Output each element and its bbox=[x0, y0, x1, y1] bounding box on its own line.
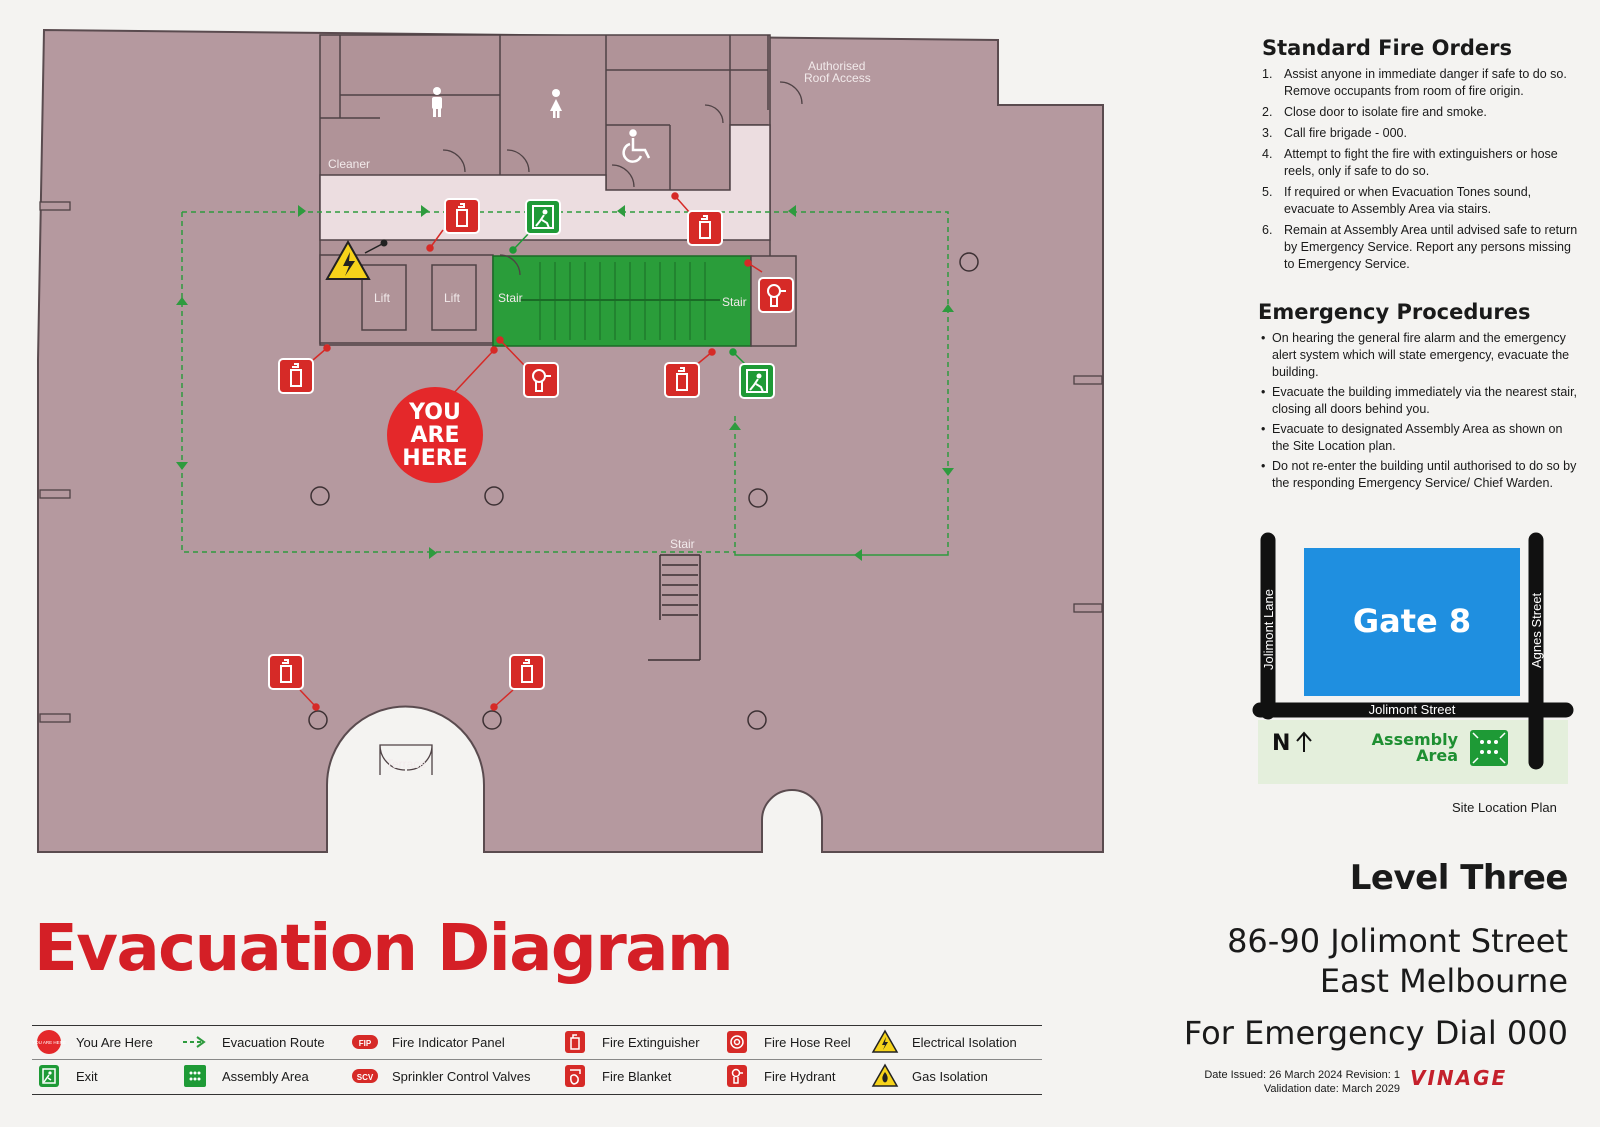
level-title: Level Three bbox=[1349, 858, 1568, 898]
list-item bbox=[1262, 66, 1582, 100]
address-line-1: 86-90 Jolimont Street bbox=[1227, 922, 1568, 960]
svg-text:SCV: SCV bbox=[356, 1073, 374, 1082]
legend-evacuation-route bbox=[182, 1026, 325, 1058]
gate-label: Gate 8 bbox=[1352, 602, 1472, 640]
item-text: Attempt to fight the fire with extinguishers or hose reels, only if safe to do so. bbox=[1284, 147, 1558, 178]
assembly-label-2: Area bbox=[1416, 746, 1458, 765]
assembly-area-icon bbox=[1470, 730, 1508, 766]
brand-logo: VINAGE bbox=[1410, 1066, 1508, 1090]
legend-exit bbox=[36, 1060, 98, 1092]
emergency-procedures bbox=[1258, 300, 1578, 495]
legend-label: Sprinkler Control Valves bbox=[392, 1068, 531, 1084]
gas-isolation-icon bbox=[872, 1063, 898, 1089]
lift-left-label: Lift bbox=[374, 291, 391, 305]
list-item bbox=[1262, 222, 1582, 273]
fire-orders-list bbox=[1262, 66, 1582, 273]
list-item: • Evacuate the building immediately via the nearest stair, closing all doors behind you. bbox=[1258, 384, 1578, 418]
date-issued: Date Issued: 26 March 2024 Revision: 1 bbox=[1204, 1069, 1400, 1081]
legend-label: You Are Here bbox=[76, 1034, 153, 1050]
item-text: Remain at Assembly Area until advised safe to return by Emergency Service. Report any persons missing to Emergency Service. bbox=[1284, 223, 1578, 271]
site-location-plan bbox=[1258, 540, 1568, 790]
standard-fire-orders-heading: Standard Fire Orders bbox=[1262, 36, 1512, 60]
stair-south-label: Stair bbox=[670, 537, 695, 551]
legend-label: Gas Isolation bbox=[912, 1068, 988, 1084]
legend bbox=[32, 1025, 1042, 1095]
jolimont-street-label: Jolimont Street bbox=[1368, 702, 1456, 717]
fire-blanket-icon bbox=[562, 1063, 588, 1089]
stair-right-label: Stair bbox=[722, 295, 747, 309]
legend-label: Fire Blanket bbox=[602, 1068, 672, 1084]
you-are-here-text-3: HERE bbox=[402, 446, 468, 471]
electrical-isolation-icon bbox=[872, 1029, 898, 1055]
terrace-label: Terrace bbox=[386, 757, 427, 771]
jolimont-lane-label: Jolimont Lane bbox=[1261, 589, 1276, 670]
stair-left-label: Stair bbox=[498, 291, 523, 305]
fire-extinguisher-icon bbox=[562, 1029, 588, 1055]
legend-gas-isolation bbox=[872, 1060, 988, 1092]
exit-icon bbox=[36, 1063, 62, 1089]
legend-electrical-isolation bbox=[872, 1026, 1017, 1058]
legend-sprinkler-control-valves bbox=[352, 1060, 530, 1092]
page-title: Evacuation Diagram bbox=[34, 912, 733, 986]
emergency-procedures-heading: Emergency Procedures bbox=[1258, 300, 1531, 324]
item-text: Assist anyone in immediate danger if safe to do so. Remove occupants from room of fire origin. bbox=[1284, 67, 1567, 98]
list-item bbox=[1262, 146, 1582, 180]
you-are-here-icon bbox=[32, 1029, 66, 1055]
legend-label: Electrical Isolation bbox=[912, 1034, 1017, 1050]
exit-icon bbox=[740, 364, 774, 398]
scv-icon bbox=[352, 1063, 378, 1089]
fire-hydrant-icon bbox=[759, 278, 793, 312]
svg-text:FIP: FIP bbox=[358, 1039, 372, 1048]
emergency-dial: For Emergency Dial 000 bbox=[1183, 1014, 1568, 1052]
item-number: 1. bbox=[1262, 67, 1273, 81]
you-are-here-text-1: YOU bbox=[409, 400, 461, 425]
fire-hose-reel-icon bbox=[724, 1029, 750, 1055]
roof-access-label-1: Authorised bbox=[808, 59, 866, 73]
item-text: Call fire brigade - 000. bbox=[1284, 126, 1407, 140]
fire-extinguisher-icon bbox=[279, 359, 313, 393]
item-number: 3. bbox=[1262, 126, 1273, 140]
legend-fire-indicator-panel bbox=[352, 1026, 505, 1058]
item-number: 6. bbox=[1262, 223, 1273, 237]
legend-label: Exit bbox=[76, 1068, 98, 1084]
list-item: • Evacuate to designated Assembly Area as shown on the Site Location plan. bbox=[1258, 421, 1578, 455]
procedures-list bbox=[1258, 330, 1578, 492]
legend-fire-extinguisher bbox=[562, 1026, 700, 1058]
lift-right-label: Lift bbox=[444, 291, 461, 305]
dates-block bbox=[1140, 1068, 1400, 1096]
legend-you-are-here bbox=[32, 1026, 153, 1058]
you-are-here-text-2: ARE bbox=[410, 423, 460, 448]
list-item bbox=[1262, 125, 1582, 142]
assembly-label-1: Assembly bbox=[1371, 730, 1458, 749]
cleaner-label: Cleaner bbox=[328, 157, 371, 171]
item-text: If required or when Evacuation Tones sound, evacuate to Assembly Area via stairs. bbox=[1284, 185, 1532, 216]
you-are-here-marker bbox=[387, 387, 483, 483]
list-item: • On hearing the general fire alarm and the emergency alert system which will state emergency, evacuate the building. bbox=[1258, 330, 1578, 381]
item-number: 5. bbox=[1262, 185, 1273, 199]
legend-fire-hydrant bbox=[724, 1060, 836, 1092]
north-label: N bbox=[1272, 731, 1291, 756]
svg-text:YOU ARE HERE: YOU ARE HERE bbox=[32, 1040, 66, 1045]
exit-icon bbox=[526, 200, 560, 234]
fire-extinguisher-icon bbox=[445, 199, 479, 233]
legend-label: Fire Hose Reel bbox=[764, 1034, 851, 1050]
fire-extinguisher-icon bbox=[665, 363, 699, 397]
address-line-2: East Melbourne bbox=[1319, 962, 1568, 1000]
legend-label: Fire Extinguisher bbox=[602, 1034, 700, 1050]
validation-date: Validation date: March 2029 bbox=[1263, 1083, 1400, 1095]
fire-extinguisher-icon bbox=[269, 655, 303, 689]
legend-label: Fire Indicator Panel bbox=[392, 1034, 505, 1050]
standard-fire-orders bbox=[1262, 36, 1582, 277]
legend-fire-blanket bbox=[562, 1060, 671, 1092]
legend-label: Assembly Area bbox=[222, 1068, 309, 1084]
agnes-street-label: Agnes Street bbox=[1529, 592, 1544, 668]
item-number: 4. bbox=[1262, 147, 1273, 161]
route-arrow-icon bbox=[182, 1029, 208, 1055]
roof-access-label-2: Roof Access bbox=[804, 71, 871, 85]
legend-assembly-area bbox=[182, 1060, 309, 1092]
fire-hydrant-icon bbox=[724, 1063, 750, 1089]
legend-label: Fire Hydrant bbox=[764, 1068, 836, 1084]
list-item: • Do not re-enter the building until authorised to do so by the responding Emergency Service/ Chief Warden. bbox=[1258, 458, 1578, 492]
item-text: Close door to isolate fire and smoke. bbox=[1284, 105, 1487, 119]
legend-fire-hose-reel bbox=[724, 1026, 851, 1058]
list-item bbox=[1262, 184, 1582, 218]
fire-extinguisher-icon bbox=[688, 211, 722, 245]
fire-hydrant-icon bbox=[524, 363, 558, 397]
list-item bbox=[1262, 104, 1582, 121]
fip-icon bbox=[352, 1029, 378, 1055]
legend-label: Evacuation Route bbox=[222, 1034, 325, 1050]
site-plan-caption: Site Location Plan bbox=[1452, 800, 1557, 815]
item-number: 2. bbox=[1262, 105, 1273, 119]
assembly-area-icon bbox=[182, 1063, 208, 1089]
fire-extinguisher-icon bbox=[510, 655, 544, 689]
